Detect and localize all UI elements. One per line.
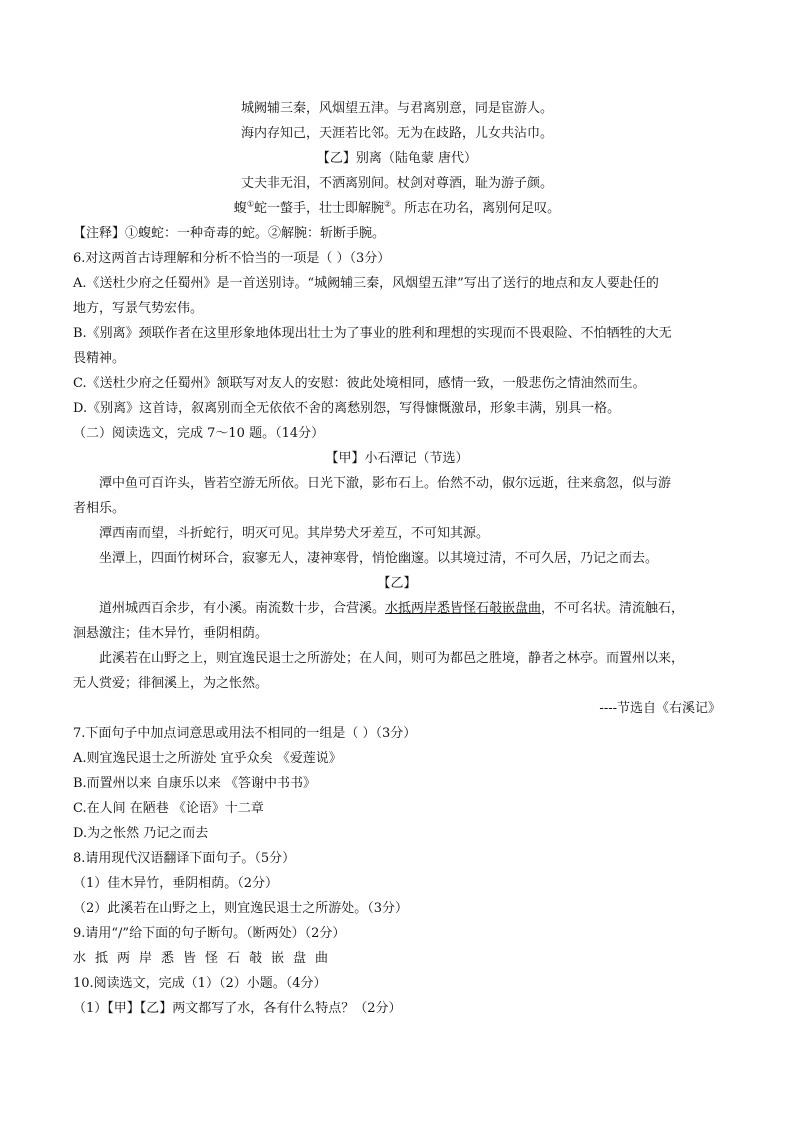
question-6-option-c: C.《送杜少府之任蜀州》颔联写对友人的安慰：彼此处境相同，感情一致，一般悲伤之情油然而生。 [73, 376, 646, 391]
footnote-marker-2: ② [384, 199, 392, 209]
passage-jia-paragraph-2: 潭西南而望，斗折蛇行，明灭可见。其岸势犬牙差互，不可知其源。 [99, 526, 490, 541]
poem-jia-line-2: 海内存知己，天涯若比邻。无为在歧路，儿女共沾巾。 [240, 126, 553, 141]
question-7-stem: 7.下面句子中加点词意思或用法不相同的一组是（ ）（3分） [73, 726, 417, 741]
poem-yi-line-2-part-a: 蝮 [233, 201, 247, 216]
question-7-option-a: A.则宜逸民退士之所游处 宜乎众矣 《爱莲说》 [73, 751, 342, 766]
passage-yi-paragraph-2-line-1: 此溪若在山野之上，则宜逸民退士之所游处；在人间，则可为都邑之胜境，静者之林亭。而置州以来， [99, 651, 685, 666]
passage-yi-paragraph-2-line-2: 无人赏爱；徘徊溪上，为之怅然。 [73, 676, 269, 691]
poem-yi-title: 【乙】别离（陆龟蒙 唐代） [316, 151, 478, 166]
question-10-stem: 10.阅读选文，完成（1）（2）小题。（4分） [73, 976, 327, 991]
underlined-sentence: 水抵两岸悉皆怪石攲嵌盘曲 [385, 601, 542, 616]
exam-page [73, 96, 721, 1021]
passage-yi-paragraph-1-line-2: 洄悬激注；佳木异竹，垂阴相荫。 [73, 626, 269, 641]
poem-yi-line-2 [73, 196, 721, 221]
passage-yi-p1-pre: 道州城西百余步，有小溪。南流数十步，合营溪。 [99, 601, 386, 616]
question-9-stem: 9.请用“/”给下面的句子断句。（断两处）（2分） [73, 926, 346, 941]
question-6-option-a-line-2: 地方，写景气势宏伟。 [73, 301, 204, 316]
footnote-marker-1: ① [246, 199, 254, 209]
annotation-notes: 【注释】①蝮蛇：一种奇毒的蛇。②解腕：斩断手腕。 [73, 226, 386, 241]
question-7-option-b: B.而置州以来 自康乐以来 《答谢中书书》 [73, 776, 316, 791]
question-8-sentence-2: （2）此溪若在山野之上，则宜逸民退士之所游处。（3分） [73, 901, 409, 916]
question-6-stem: 6.对这两首古诗理解和分析不恰当的一项是（ ）（3分） [73, 251, 391, 266]
poem-yi-line-2-part-c: 。所志在功名，离别何足叹。 [391, 201, 561, 216]
passage-source: ----节选自《右溪记》 [599, 701, 721, 716]
question-7-option-c: C.在人间 在陋巷 《论语》十二章 [73, 801, 264, 816]
question-6-option-b-line-2: 畏精神。 [73, 351, 126, 366]
question-10-sub-1: （1）【甲】【乙】两文都写了水，各有什么特点？（2分） [73, 1001, 402, 1016]
question-6-option-a-line-1: A.《送杜少府之任蜀州》是一首送别诗。“城阙辅三秦，风烟望五津”写出了送行的地点和友人要赴任的 [73, 276, 659, 291]
question-7-option-d: D.为之怅然 乃记之而去 [73, 826, 209, 841]
poem-jia-line-1: 城阙辅三秦，风烟望五津。与君离别意，同是宦游人。 [240, 101, 553, 116]
question-9-sentence: 水抵两岸悉皆怪石攲嵌盘曲 [73, 951, 338, 966]
passage-jia-paragraph-1-line-1: 潭中鱼可百许头，皆若空游无所依。日光下澈，影布石上。佁然不动，俶尔远逝，往来翕忽，似与游 [99, 476, 672, 491]
question-6-option-b-line-1: B.《别离》颈联作者在这里形象地体现出壮士为了事业的胜利和理想的实现而不畏艰险、不怕牺牲的大无 [73, 326, 672, 341]
question-8-stem: 8.请用现代汉语翻译下面句子。（5分） [73, 851, 296, 866]
passage-yi-p1-post: ，不可名状。清流触石， [541, 601, 685, 616]
passage-jia-paragraph-3: 坐潭上，四面竹树环合，寂寥无人，凄神寒骨，悄怆幽邃。以其境过清，不可久居，乃记之而去。 [99, 551, 659, 566]
passage-yi-title: 【乙】 [377, 576, 417, 591]
question-8-sentence-1: （1）佳木异竹，垂阴相荫。（2分） [73, 876, 279, 891]
section-2-heading: （二）阅读选文，完成 7～10 题。（14分） [73, 426, 325, 441]
poem-yi-line-1: 丈夫非无泪，不洒离别间。杖剑对尊酒，耻为游子颜。 [240, 176, 553, 191]
question-6-option-d: D.《别离》这首诗，叙离别而全无依依不舍的离愁别怨，写得慷慨激昂，形象丰满，别具一格。 [73, 401, 621, 416]
passage-yi-paragraph-1-line-1 [73, 596, 721, 621]
passage-jia-paragraph-1-line-2: 者相乐。 [73, 501, 126, 516]
poem-yi-line-2-part-b: 蛇一螫手，壮士即解腕 [253, 201, 384, 216]
passage-jia-title: 【甲】小石潭记（节选） [325, 451, 469, 466]
